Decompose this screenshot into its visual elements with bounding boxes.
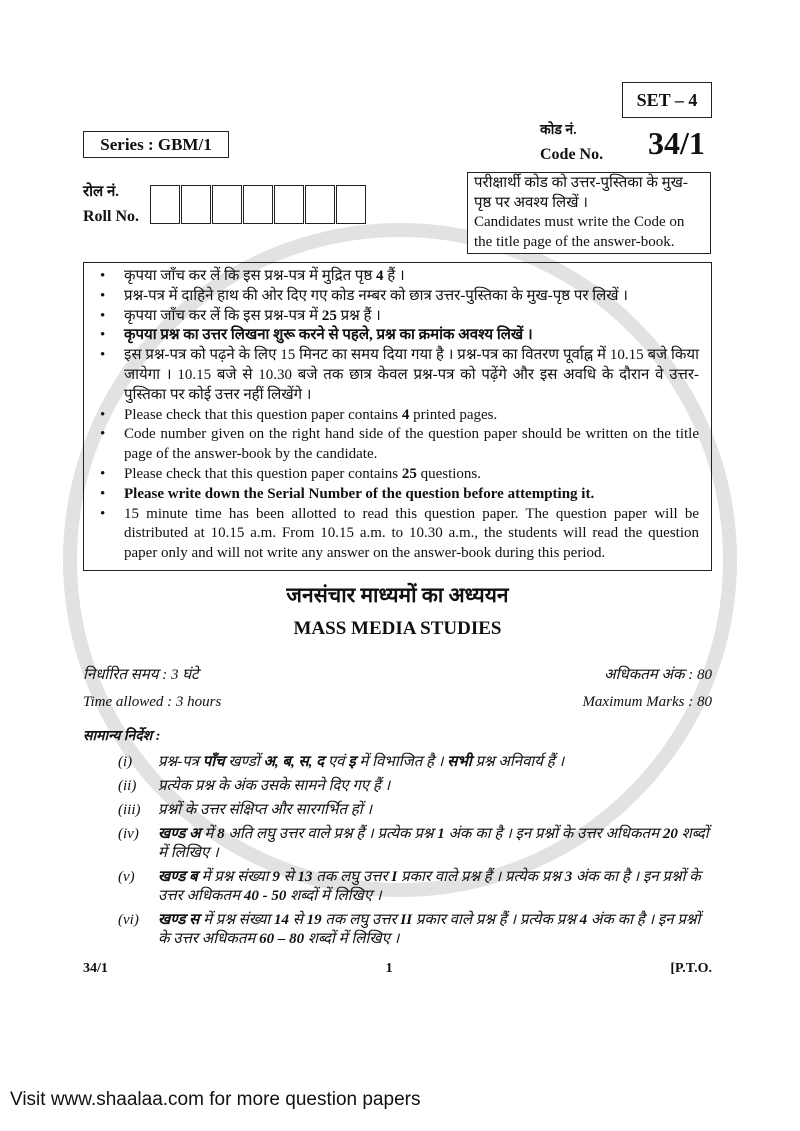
text-segment: में प्रश्न संख्या [199, 911, 274, 928]
item-text [158, 753, 712, 772]
general-instruction-item [118, 825, 712, 863]
instruction-item [98, 465, 699, 485]
shaalaa-banner-link[interactable]: Visit www.shaalaa.com for more question papers [10, 1088, 421, 1110]
max-marks-hindi: अधिकतम अंक : 80 [604, 666, 712, 683]
general-instruction-item [118, 801, 712, 820]
text-segment: कृपया जाँच कर लें कि इस प्रश्न-पत्र में [124, 307, 322, 324]
text-segment: 1 [437, 825, 445, 842]
instruction-item [98, 505, 699, 564]
text-segment: में विभाजित है । [355, 753, 448, 770]
text-segment: 13 [297, 868, 313, 885]
text-segment: 4 [579, 911, 588, 928]
time-marks-row-hindi [83, 663, 712, 687]
text-segment: इस प्रश्न-पत्र को पढ़ने के लिए 15 मिनट का समय दिया गया है । प्रश्न-पत्र का वितरण पूर्वाह्न में 10.15 बजे किया जायेगा । 10.15 बजे से 10.30 बजे तक छात्र केवल प्रश्न-पत्र को पढ़ेंगे और इस अवधि के दौरान वे उत्तर-पुस्तिका पर कोई उत्तर नहीं लिखेंगे । [124, 347, 699, 403]
code-note-hindi: परीक्षार्थी कोड को उत्तर-पुस्तिका के मुख-पृष्ठ पर अवश्य लिखें । [474, 175, 688, 211]
roll-label: Roll No. [83, 208, 139, 225]
text-segment: शब्दों में लिखिए । [286, 887, 382, 904]
text-segment: प्रत्येक प्रश्न के अंक उसके सामने दिए गए हैं । [158, 777, 391, 794]
text-segment: अंक का है । इन प्रश्नों के उत्तर अधिकतम [158, 868, 701, 904]
text-segment: Please write down the Serial Number of the question before attempting it. [124, 485, 595, 502]
text-segment: खण्ड अ [158, 825, 201, 842]
text-segment: शब्दों में लिखिए । [158, 825, 709, 861]
text-segment: शब्दों में लिखिए । [304, 930, 400, 947]
general-instructions [83, 753, 712, 949]
text-segment: प्रकार वाले प्रश्न हैं । प्रत्येक प्रश्न [412, 911, 580, 928]
item-text [158, 801, 712, 820]
text-segment: printed pages. [409, 406, 498, 423]
subject-title-hindi: जनसंचार माध्यमों का अध्ययन [286, 582, 509, 607]
text-segment: प्रकार वाले प्रश्न हैं । प्रत्येक प्रश्न [397, 868, 565, 885]
instruction-item [98, 326, 699, 346]
text-segment: Code number given on the right hand side of the question paper should be written on the title page of the answer-book by the candidate. [124, 426, 699, 463]
text-segment: 8 [217, 825, 225, 842]
general-instruction-item [118, 911, 712, 949]
text-segment: अंक का है । इन प्रश्नों के उत्तर अधिकतम [158, 911, 701, 947]
text-segment: 15 minute time has been allotted to read this question paper. The question paper will be distributed at 10.15 a.m. From 10.15 a.m. to 10.30 a.m., the students will read the question paper only and will not write any answer on the answer-book during this period. [124, 505, 699, 562]
page-number: 1 [385, 960, 393, 976]
item-text [158, 777, 712, 796]
text-segment: कृपया प्रश्न का उत्तर लिखना शुरू करने से पहले, प्रश्न का क्रमांक अवश्य लिखें । [124, 327, 533, 344]
item-number: (ii) [118, 777, 137, 794]
text-segment: Please check that this question paper contains [124, 406, 402, 423]
text-segment: 4 [376, 268, 384, 284]
text-segment: कृपया जाँच कर लें कि इस प्रश्न-पत्र में मुद्रित पृष्ठ [124, 268, 377, 284]
text-segment: प्रश्न-पत्र में दाहिने हाथ की ओर दिए गए कोड नम्बर को छात्र उत्तर-पुस्तिका के मुख-पृष्ठ पर लिखें । [124, 287, 628, 304]
set-number: SET – 4 [622, 82, 712, 118]
text-segment: II [400, 911, 413, 928]
instruction-item [98, 307, 699, 327]
text-segment: 25 [321, 307, 337, 324]
pto-label: [P.T.O. [670, 960, 712, 976]
text-segment: 40 - 50 [243, 887, 287, 904]
item-number: (iii) [118, 801, 141, 818]
time-allowed-hindi: निर्धारित समय : 3 घंटे [83, 666, 199, 683]
text-segment: एवं [324, 753, 349, 770]
item-number: (vi) [118, 911, 139, 928]
instruction-item [98, 406, 699, 426]
instruction-item [98, 425, 699, 465]
text-segment: प्रश्नों के उत्तर संक्षिप्त और सारगर्भित हों । [158, 801, 373, 818]
item-number: (v) [118, 868, 135, 885]
instruction-item [98, 287, 699, 307]
text-segment: 25 [401, 465, 417, 482]
page-footer [83, 959, 712, 979]
general-instructions-heading: सामान्य निर्देश : [83, 728, 161, 744]
text-segment: प्रश्न अनिवार्य हैं । [471, 753, 565, 770]
text-segment: 9 [272, 868, 280, 885]
item-number: (i) [118, 753, 133, 770]
text-segment: तक लघु उत्तर [312, 868, 392, 885]
text-segment: में प्रश्न संख्या [197, 868, 273, 885]
item-text [158, 911, 712, 949]
text-segment: खण्ड ब [158, 868, 198, 885]
general-instruction-item [118, 777, 712, 796]
instruction-item [98, 346, 699, 405]
text-segment: I [391, 868, 398, 885]
text-segment: 19 [306, 911, 322, 928]
text-segment: 14 [273, 911, 289, 928]
text-segment: हैं । [383, 268, 405, 284]
text-segment: पाँच [202, 753, 225, 770]
main-content [83, 0, 712, 979]
time-marks-row [83, 690, 712, 714]
text-segment: अति लघु उत्तर वाले प्रश्न हैं । प्रत्येक प्रश्न [224, 825, 438, 842]
time-allowed: Time allowed : 3 hours [83, 693, 222, 710]
text-segment: 20 [662, 825, 678, 842]
item-text [158, 868, 712, 906]
instructions-box [83, 262, 712, 571]
instruction-item [98, 485, 699, 505]
subject-title: MASS MEDIA STUDIES [293, 617, 502, 639]
text-segment: Please check that this question paper contains [124, 465, 402, 482]
series-label: Series : GBM/1 [83, 131, 229, 158]
general-instruction-item [118, 868, 712, 906]
code-label: Code No. [540, 146, 604, 163]
instruction-item [98, 267, 699, 287]
roll-label-hindi: रोल नं. [83, 184, 120, 200]
text-segment: से [288, 911, 307, 928]
code-number: 34/1 [648, 125, 705, 161]
text-segment: अ, ब, स, द [263, 753, 325, 770]
text-segment: से [279, 868, 298, 885]
code-label-hindi: कोड नं. [540, 123, 577, 138]
text-segment: प्रश्न हैं । [336, 307, 381, 324]
text-segment: तक लघु उत्तर [321, 911, 401, 928]
item-text [158, 825, 712, 863]
text-segment: प्रश्न-पत्र [158, 753, 203, 770]
text-segment: 4 [401, 406, 410, 423]
code-note-english: Candidates must write the Code on the title page of the answer-book. [474, 214, 685, 250]
text-segment: खण्डों [224, 753, 264, 770]
text-segment: सभी [447, 753, 472, 770]
text-segment: questions. [416, 465, 482, 482]
text-segment: खण्ड स [158, 911, 200, 928]
max-marks: Maximum Marks : 80 [582, 693, 712, 710]
item-number: (iv) [118, 825, 139, 842]
general-instruction-item [118, 753, 712, 772]
text-segment: में [200, 825, 218, 842]
footer-code: 34/1 [83, 960, 108, 976]
text-segment: 60 – 80 [259, 930, 305, 947]
text-segment: 3 [564, 868, 573, 885]
text-segment: इ [348, 753, 356, 770]
text-segment: अंक का है । इन प्रश्नों के उत्तर अधिकतम [444, 825, 663, 842]
